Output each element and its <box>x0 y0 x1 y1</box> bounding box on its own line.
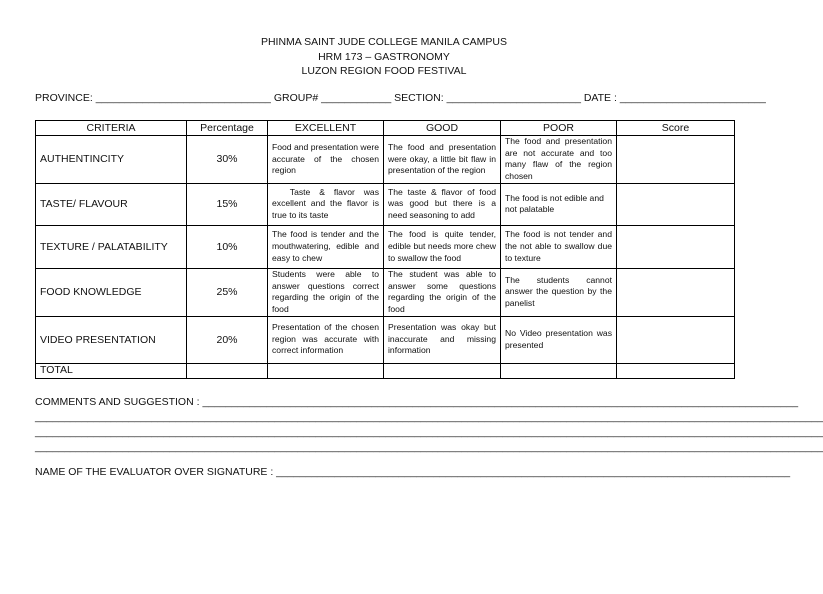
course-title: HRM 173 – GASTRONOMY <box>318 50 450 63</box>
section-label: SECTION: <box>394 92 444 104</box>
table-row <box>36 136 735 184</box>
evaluator-signature-field[interactable]: ________________________________________________________________________________________ <box>276 466 791 478</box>
province-field[interactable]: ______________________________ <box>95 92 271 104</box>
comments-line-1 <box>35 395 799 410</box>
province-label: PROVINCE: <box>35 92 93 104</box>
comments-line-4[interactable]: _______________________________________________________________________________________________________________________________________ <box>35 441 823 453</box>
criteria-cell: TASTE/ FLAVOUR <box>36 183 187 225</box>
score-cell[interactable] <box>617 316 735 363</box>
total-good-cell <box>384 363 501 378</box>
excellent-cell: Presentation of the chosen region was accurate with correct information <box>268 316 384 363</box>
document-header <box>0 35 768 79</box>
header-score: Score <box>617 121 735 136</box>
event-title: LUZON REGION FOOD FESTIVAL <box>301 65 467 77</box>
total-poor-cell <box>501 363 617 378</box>
header-good: GOOD <box>384 121 501 136</box>
group-field[interactable]: ____________ <box>321 92 392 104</box>
poor-cell: The food is not edible and not palatable <box>501 183 617 225</box>
score-cell[interactable] <box>617 225 735 268</box>
percentage-cell: 30% <box>187 136 268 184</box>
date-field[interactable]: _________________________ <box>619 92 766 104</box>
score-cell[interactable] <box>617 136 735 184</box>
score-cell[interactable] <box>617 268 735 316</box>
evaluator-line <box>35 466 791 478</box>
table-row <box>36 316 735 363</box>
group-label: GROUP# <box>273 92 319 104</box>
header-poor: POOR <box>501 121 617 136</box>
school-name: PHINMA SAINT JUDE COLLEGE MANILA CAMPUS <box>260 36 508 48</box>
total-label: TOTAL <box>36 363 187 378</box>
good-cell: The food is quite tender, edible but needs more chew to swallow the food <box>384 225 501 268</box>
good-cell: The food and presentation were okay, a little bit flaw in presentation of the region <box>384 136 501 184</box>
poor-cell: No Video presentation was presented <box>501 316 617 363</box>
table-header-row <box>36 121 735 136</box>
criteria-cell: VIDEO PRESENTATION <box>36 316 187 363</box>
poor-cell: The food and presentation are not accurate and too many flaw of the region chosen <box>501 136 617 184</box>
excellent-cell: Taste & flavor was excellent and the flavor is true to its taste <box>268 183 384 225</box>
poor-cell: The food is not tender and the not able to swallow due to texture <box>501 225 617 268</box>
good-cell: Presentation was okay but inaccurate and missing information <box>384 316 501 363</box>
table-row <box>36 268 735 316</box>
excellent-cell: The food is tender and the mouthwatering, edible and easy to chew <box>268 225 384 268</box>
comments-label: COMMENTS AND SUGGESTION : <box>35 396 200 408</box>
criteria-cell: AUTHENTINCITY <box>36 136 187 184</box>
good-cell: The taste & flavor of food was good but there is a need seasoning to add <box>384 183 501 225</box>
excellent-cell: Food and presentation were accurate of the chosen region <box>268 136 384 184</box>
good-cell: The student was able to answer some questions regarding the origin of the food <box>384 268 501 316</box>
percentage-cell: 15% <box>187 183 268 225</box>
percentage-cell: 20% <box>187 316 268 363</box>
header-criteria: CRITERIA <box>36 121 187 136</box>
comments-section <box>35 395 823 455</box>
comments-line-2[interactable]: _______________________________________________________________________________________________________________________________________ <box>35 411 823 423</box>
table-row <box>36 225 735 268</box>
criteria-cell: TEXTURE / PALATABILITY <box>36 225 187 268</box>
score-cell[interactable] <box>617 183 735 225</box>
total-excellent-cell <box>268 363 384 378</box>
percentage-cell: 10% <box>187 225 268 268</box>
total-row <box>36 363 735 378</box>
poor-cell: The students cannot answer the question by the panelist <box>501 268 617 316</box>
info-line <box>35 92 766 104</box>
evaluator-label: NAME OF THE EVALUATOR OVER SIGNATURE : <box>35 466 274 478</box>
date-label: DATE : <box>583 92 617 104</box>
table-row <box>36 183 735 225</box>
rubric-table <box>35 120 735 379</box>
total-score-cell[interactable] <box>617 363 735 378</box>
excellent-cell: Students were able to answer questions correct regarding the origin of the food <box>268 268 384 316</box>
header-excellent: EXCELLENT <box>268 121 384 136</box>
section-field[interactable]: _______________________ <box>446 92 581 104</box>
total-percentage-cell <box>187 363 268 378</box>
percentage-cell: 25% <box>187 268 268 316</box>
comments-line-3[interactable]: _______________________________________________________________________________________________________________________________________ <box>35 426 823 438</box>
comments-field[interactable]: ______________________________________________________________________________________________________ <box>202 396 799 408</box>
criteria-cell: FOOD KNOWLEDGE <box>36 268 187 316</box>
header-percentage: Percentage <box>187 121 268 136</box>
